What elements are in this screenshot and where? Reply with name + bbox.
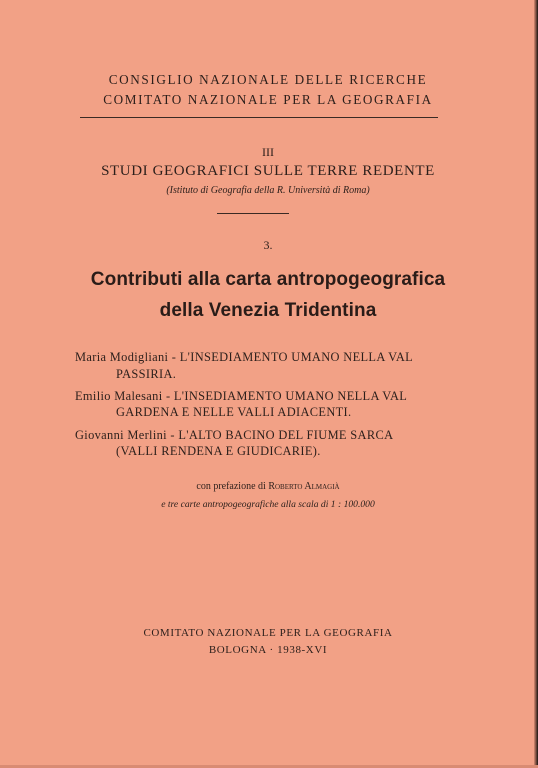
volume-number: III (262, 145, 274, 159)
contents-entry: Emilio Malesani - L'INSEDIAMENTO UMANO NELLA VAL (75, 389, 408, 403)
entry-author: Giovanni Merlini (75, 428, 167, 442)
entry-title: L'ALTO BACINO DEL FIUME SARCA (178, 428, 394, 442)
issue-number: 3. (263, 238, 273, 252)
issue-title-line1: Contributi alla carta antropogeografica (90, 269, 446, 290)
preface-author: Roberto Almagià (268, 481, 340, 492)
entry-author: Emilio Malesani (75, 389, 163, 403)
maps-note: e tre carte antropogeografiche alla scala di 1 : 100.000 (161, 499, 375, 510)
entry-author: Maria Modigliani (75, 350, 169, 364)
entry-title-continued: (VALLI RENDENA E GIUDICARIE). (116, 444, 321, 458)
publication-place-date: BOLOGNA · 1938-XVI (208, 644, 328, 656)
preface-line (0, 481, 536, 492)
entry-title: L'INSEDIAMENTO UMANO NELLA VAL (179, 350, 414, 364)
entry-title-continued: GARDENA E NELLE VALLI ADIACENTI. (116, 405, 352, 419)
publisher-name: COMITATO NAZIONALE PER LA GEOGRAFIA (143, 627, 393, 639)
series-title: STUDI GEOGRAFICI SULLE TERRE REDENTE (101, 163, 435, 179)
entry-title-continued: PASSIRIA. (116, 367, 177, 381)
preface-text: con prefazione di (196, 481, 266, 492)
institute-note: (Istituto di Geografia della R. Università di Roma) (166, 185, 370, 196)
committee-name: COMITATO NAZIONALE PER LA GEOGRAFIA (103, 92, 433, 107)
council-name: CONSIGLIO NAZIONALE DELLE RICERCHE (108, 72, 428, 87)
page-edge-shadow (534, 0, 538, 768)
contents-entry: Giovanni Merlini - L'ALTO BACINO DEL FIUME SARCA (75, 428, 394, 442)
entry-title: L'INSEDIAMENTO UMANO NELLA VAL (173, 389, 408, 403)
contents-entry: Maria Modigliani - L'INSEDIAMENTO UMANO NELLA VAL (75, 350, 414, 364)
issue-title-line2: della Venezia Tridentina (159, 300, 377, 321)
header-divider (80, 117, 438, 118)
series-divider (217, 213, 289, 214)
